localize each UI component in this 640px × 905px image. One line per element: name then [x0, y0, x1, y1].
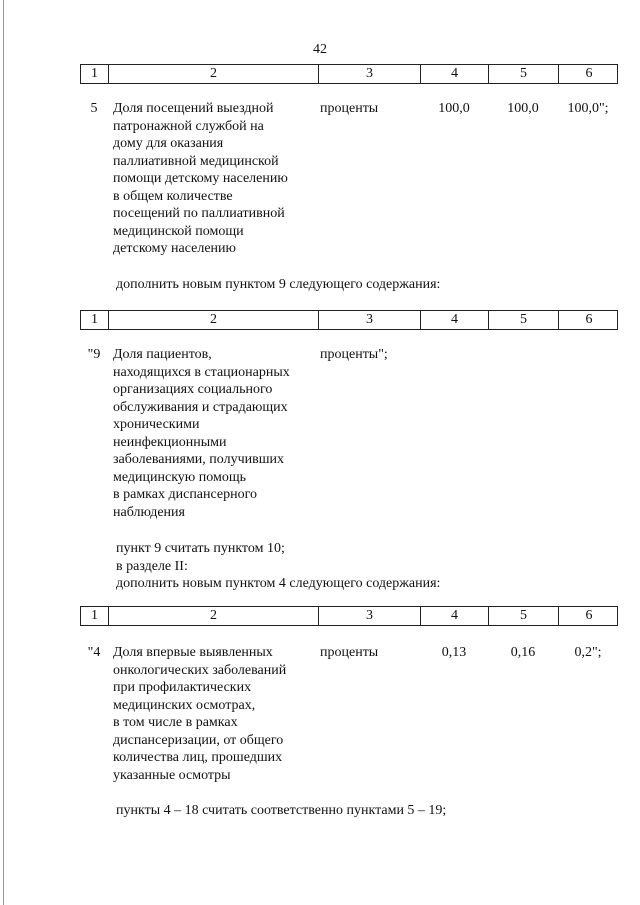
- indicator-name: Доля посещений выездной патронажной службой на дому для оказания паллиативной медицинской помощи детскому населению в общем количестве посещений по паллиативной медицинской помощи детскому населению: [113, 101, 288, 256]
- header-col-6: 6: [585, 66, 593, 81]
- header-col-2: 2: [109, 65, 319, 83]
- unit: проценты: [320, 645, 379, 660]
- header-col-1: 1: [81, 65, 109, 83]
- header-col-5: 5: [489, 311, 559, 329]
- header-col-6: 6: [585, 312, 593, 327]
- value-col-4: 100,0: [438, 101, 470, 116]
- indicator-name: Доля пациентов, находящихся в стационарных организациях социального обслуживания и страдающих хроническими неинфекционными заболеваниями, получивших медицинскую помощь в рамках диспансерного наблюдения: [113, 347, 290, 520]
- header-col-6: 6: [585, 608, 593, 623]
- table-header-2: [80, 310, 618, 330]
- header-col-5: 5: [489, 65, 559, 83]
- header-col-3: 3: [319, 311, 421, 329]
- scan-margin-line: [3, 0, 4, 905]
- amendment-text-2: пункт 9 считать пунктом 10; в разделе II: дополнить новым пунктом 4 следующего содержания:: [116, 541, 441, 591]
- page-number: 42: [313, 42, 327, 57]
- header-col-3: 3: [319, 607, 421, 625]
- unit: проценты: [320, 101, 379, 116]
- value-col-5: 100,0: [507, 101, 539, 116]
- value-col-4: 0,13: [441, 645, 467, 660]
- header-col-1: 1: [81, 607, 109, 625]
- header-col-2: 2: [109, 311, 319, 329]
- value-col-5: 0,16: [510, 645, 536, 660]
- header-col-4: 4: [421, 65, 489, 83]
- table-header-3: [80, 606, 618, 626]
- header-col-3: 3: [319, 65, 421, 83]
- unit: проценты";: [320, 347, 388, 362]
- header-col-4: 4: [421, 607, 489, 625]
- row-number: 5: [90, 101, 98, 116]
- amendment-text-3: пункты 4 – 18 считать соответственно пунктами 5 – 19;: [116, 803, 447, 818]
- value-col-6: 0,2";: [574, 645, 602, 660]
- row-number: "9: [87, 347, 101, 362]
- header-col-4: 4: [421, 311, 489, 329]
- header-col-2: 2: [109, 607, 319, 625]
- header-col-1: 1: [81, 311, 109, 329]
- amendment-text-1: дополнить новым пунктом 9 следующего содержания:: [116, 277, 441, 292]
- indicator-name: Доля впервые выявленных онкологических заболеваний при профилактических медицинских осмотрах, в том числе в рамках диспансеризации, от общего количества лиц, прошедших указанные осмотры: [113, 645, 287, 783]
- row-number: "4: [87, 645, 101, 660]
- header-col-5: 5: [489, 607, 559, 625]
- table-header-1: [80, 64, 618, 84]
- value-col-6: 100,0";: [567, 101, 609, 116]
